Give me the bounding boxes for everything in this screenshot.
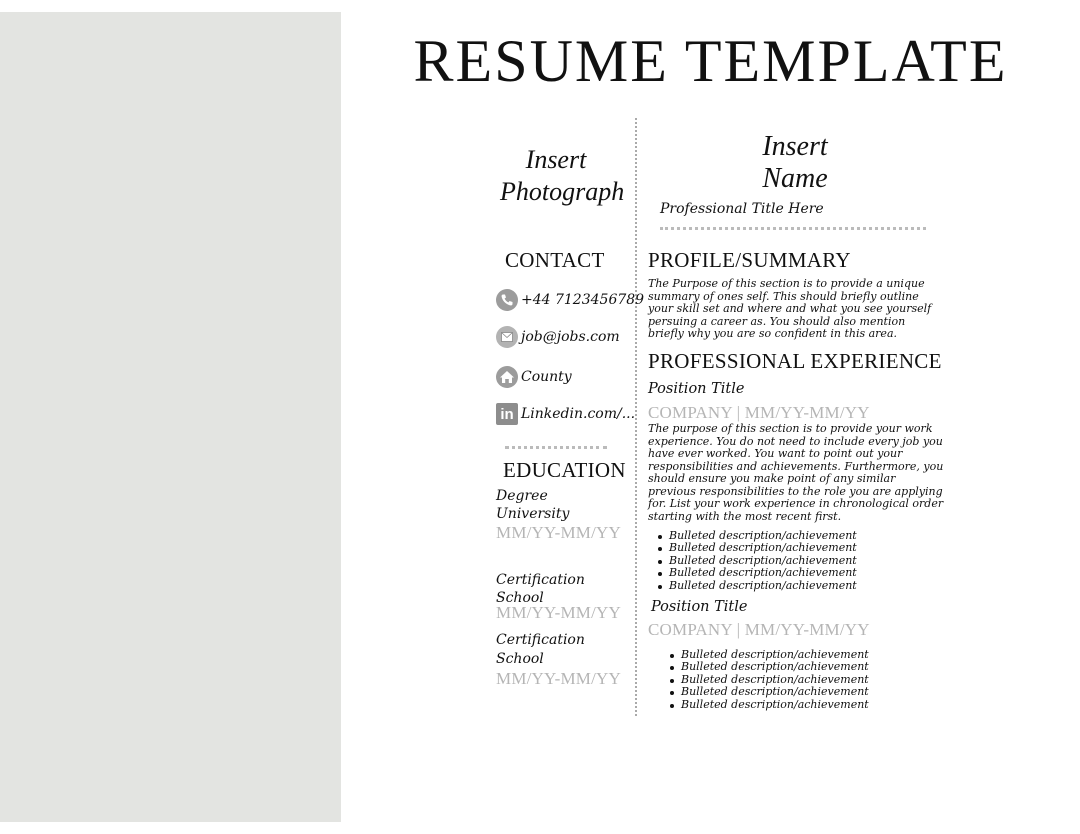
photo-placeholder: Insert Photograph — [500, 145, 625, 206]
list-item: Bulleted description/achievement — [667, 699, 869, 711]
list-item: Bulleted description/achievement — [667, 674, 869, 686]
professional-title: Professional Title Here — [660, 201, 824, 217]
job-2-company: COMPANY | MM/YY-MM/YY — [648, 620, 870, 639]
job-1-position: Position Title — [648, 381, 745, 397]
contact-linkedin-text: Linkedin.com/... — [521, 406, 636, 422]
page-title: RESUME TEMPLATE — [413, 28, 1008, 94]
list-item: Bulleted description/achievement — [655, 580, 857, 592]
education-heading: EDUCATION — [503, 458, 626, 482]
contact-location — [496, 365, 572, 389]
list-item: Bulleted description/achievement — [667, 661, 869, 673]
job-1-description: The purpose of this section is to provide your work experience. You do not need to include every job you have ever worked. You want to point out your responsibilities and achievements. Furthermore, you should ensure you make point of any similar previous responsibilities to the role you are applying for. List your work experience in chronological order starting with the most recent first. — [648, 422, 944, 523]
list-item: Bulleted description/achievement — [655, 567, 857, 579]
certification-1-school: School — [496, 590, 544, 606]
contact-location-text: County — [521, 369, 572, 385]
contact-email-text: job@jobs.com — [521, 329, 620, 345]
left-divider — [505, 446, 607, 449]
list-item: Bulleted description/achievement — [667, 649, 869, 661]
email-icon — [496, 326, 518, 348]
education-dates: MM/YY-MM/YY — [496, 523, 621, 542]
profile-text: The Purpose of this section is to provide a unique summary of ones self. This should briefly outline your skill set and where and what you see yourself persuing a career as. You should also mention briefly why you are so confident in this area. — [648, 277, 932, 340]
name-placeholder: Insert Name — [762, 131, 828, 194]
list-item: Bulleted description/achievement — [667, 686, 869, 698]
contact-linkedin — [496, 402, 635, 426]
job-2-bullets — [667, 649, 869, 711]
profile-heading: PROFILE/SUMMARY — [648, 248, 851, 272]
certification-2-title: Certification — [496, 632, 585, 648]
certification-1-dates: MM/YY-MM/YY — [496, 603, 621, 622]
home-icon — [496, 366, 518, 388]
side-panel — [0, 12, 341, 822]
phone-icon — [496, 289, 518, 311]
job-1-bullets — [655, 530, 857, 592]
column-divider — [635, 118, 637, 716]
name-divider — [660, 227, 926, 230]
experience-heading: PROFESSIONAL EXPERIENCE — [648, 349, 942, 373]
education-degree: Degree — [496, 488, 548, 504]
certification-1-title: Certification — [496, 572, 585, 588]
contact-phone — [496, 288, 644, 312]
linkedin-icon: in — [496, 403, 518, 425]
certification-2-dates: MM/YY-MM/YY — [496, 669, 621, 688]
list-item: Bulleted description/achievement — [655, 555, 857, 567]
list-item: Bulleted description/achievement — [655, 530, 857, 542]
certification-2-school: School — [496, 651, 544, 667]
education-university: University — [496, 506, 570, 522]
contact-heading: CONTACT — [505, 248, 605, 272]
list-item: Bulleted description/achievement — [655, 542, 857, 554]
contact-phone-text: +44 7123456789 — [521, 292, 645, 308]
job-1-company: COMPANY | MM/YY-MM/YY — [648, 403, 870, 422]
contact-email — [496, 325, 620, 349]
job-2-position: Position Title — [651, 599, 748, 615]
